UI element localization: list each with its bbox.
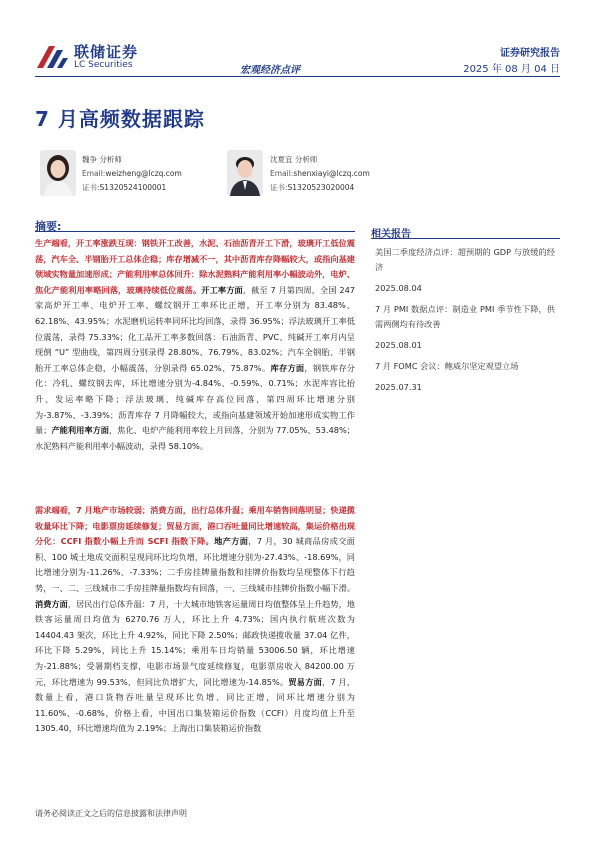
author-photo-1 <box>40 150 76 196</box>
related-report-date: 2025.08.04 <box>375 283 422 293</box>
email-label: Email: <box>82 169 106 178</box>
disclaimer-footer: 请务必阅读正文之后的信息披露和法律声明 <box>35 809 187 818</box>
supply-keyword-capacity: 产能利用率方面 <box>51 425 110 436</box>
author-2-email-value: shenxiayi@lczq.com <box>293 169 370 178</box>
avatar-female-icon <box>40 150 76 196</box>
cert-label: 证书: <box>270 183 288 192</box>
author-1-email <box>82 167 182 180</box>
author-1-cert-value: S1320524100001 <box>99 183 167 192</box>
supply-text-inventory: ，钢铁库存分化：冷轧、螺纹钢去库，环比增速分别为-4.84%、-0.59%、0.71%；水泥库容比抬升、发运率略下降；浮法玻璃、纯碱库存高位回落，第四周环比增速分别为-3.87%、-3.39%；沥青库存 7 月降幅较大，或指向基建领域开始加速形成实物工作量； <box>35 362 355 436</box>
company-name-en: LC Securities <box>74 60 133 70</box>
supply-keyword-inventory: 库存方面 <box>270 362 305 373</box>
avatar-male-icon <box>227 150 263 196</box>
related-report-date: 2025.08.01 <box>375 340 422 350</box>
demand-keyword-consumption: 消费方面 <box>35 598 68 609</box>
demand-text-property: ，7 月，30 城商品房成交面积、100 城土地成交面积呈现同环比均负增，环比增速分别为-27.43%、-18.69%，同比增速分别为-11.26%、-7.33%；二手房挂牌量指数和挂牌价指数均呈现整体下行趋势，一、二、三线城市二手房挂牌量指数均有回落，一、三线城市挂牌价指数小幅下滑。 <box>35 536 355 593</box>
author-1-name: 魏争 分析师 <box>82 155 122 164</box>
author-2-cert-value: S1320523020004 <box>287 183 355 192</box>
summary-label: 摘要: <box>35 220 62 233</box>
related-report-title[interactable]: 美国二季度经济点评：超预期的 GDP 与放缓的经济 <box>375 247 555 272</box>
report-date: 2025 年 08 月 04 日 <box>463 64 560 75</box>
summary-divider <box>35 231 355 232</box>
demand-text-trade: ，7 月，数量上看，港口货物吞吐量呈现环比负增、同比正增，同环比增速分别为 11.60%、-0.68%，价格上看，中国出口集装箱运价指数（CCFI）月度均值上升至 1305.40，环比增速均值为 2.19%；上海出口集装箱运价指数 <box>35 676 355 734</box>
related-reports-label: 相关报告 <box>371 229 411 240</box>
company-logo-icon <box>35 42 69 70</box>
related-report-title[interactable]: 7 月 PMI 数据点评：制造业 PMI 季节性下降，供需两侧均有待改善 <box>375 304 555 329</box>
report-category: 宏观经济点评 <box>240 65 300 76</box>
author-1-email-value: weizheng@lczq.com <box>105 169 182 178</box>
demand-text-consumption: ，居民出行总体升温：7 月，十大城市地铁客运量周日均值整体呈上升趋势，地铁客运量周日均值为 6270.76 万人，环比上升 4.73%；国内执行航班次数为 14404.43 架次，环比上升 4.92%，同比下降 2.50%；邮政快递揽收量 37.04 亿件，环比下降 5.29%，同比上升 15.14%；乘用车日均销量 53006.50 辆，环比增速为-21.88%；受暑期档支撑，电影市场景气度延续修复，电影票房收入 84200.00 万元，环比增速为 99.53%，但同比负增扩大，同比增速为-14.85%。 <box>35 598 355 687</box>
related-report-title[interactable]: 7 月 FOMC 会议：鲍威尔坚定观望立场 <box>375 361 519 371</box>
cert-label: 证书: <box>82 183 100 192</box>
author-2-name: 沈夏宜 分析师 <box>270 155 318 164</box>
demand-keyword-trade: 贸易方面 <box>288 676 322 687</box>
supply-text-capacity: ，焦化、电炉产能利用率较上月回落，分别为 77.05%、53.48%；水泥熟料产能利用率小幅波动，录得 58.10%。 <box>35 425 355 451</box>
author-2-cert <box>270 181 354 194</box>
summary-paragraph-supply <box>35 236 355 454</box>
related-reports-divider <box>371 238 560 239</box>
related-report-date: 2025.07.31 <box>375 382 422 392</box>
author-1-cert <box>82 181 166 194</box>
author-2-email <box>270 167 370 180</box>
report-type: 证券研究报告 <box>500 48 560 59</box>
header-divider <box>35 76 560 77</box>
demand-keyword-property: 地产方面 <box>214 536 249 547</box>
summary-paragraph-demand <box>35 503 355 799</box>
page-title: 7 月高频数据跟踪 <box>35 107 205 131</box>
demand-highlight: 需求端看，7 月地产市场较弱；消费方面，出行总体升温；乘用车销售回落明显；快递揽收量环比下降；电影票房延续修复；贸易方面，港口吞吐量同比增速较高，集运价格出现分化：CCFI 指数小幅上升而 SCFI 指数下降。 <box>35 505 355 547</box>
email-label: Email: <box>270 169 294 178</box>
supply-text-operating-rate: ，截至 7 月第四周，全国 247 家高炉开工率、电炉开工率、螺纹钢开工率环比正增，开工率分别为 83.48%、62.18%、43.95%；水泥磨机运转率同环比均回落，录得 36.95%；浮法玻璃开工率低位震荡，录得 75.33%；化工品开工率多数回落：石油沥青、PVC、纯碱开工率月内呈现倒 “U” 型曲线，第四周分别录得 28.80%、76.79%、83.02%；汽车全钢胎、半钢胎开工率总体企稳，小幅震荡，分别录得 65.02%、75.87%。 <box>35 284 355 373</box>
author-photo-2 <box>227 150 263 196</box>
company-name-cn: 联储证券 <box>74 43 139 61</box>
supply-highlight: 生产端看，开工率涨跌互现：钢铁开工改善，水泥、石油沥青开工下滑，玻璃开工低位震荡，汽车全、半钢胎开工总体企稳；库存增减不一，其中沥青库存降幅较大，或指向基建领域实物量加速形成；产能利用率总体回升：除水泥熟料产能利用率小幅波动外，电炉、焦化产能利用率略回落，玻璃持续低位震荡。 <box>35 238 355 295</box>
supply-keyword-operating-rate: 开工率方面 <box>201 284 243 295</box>
